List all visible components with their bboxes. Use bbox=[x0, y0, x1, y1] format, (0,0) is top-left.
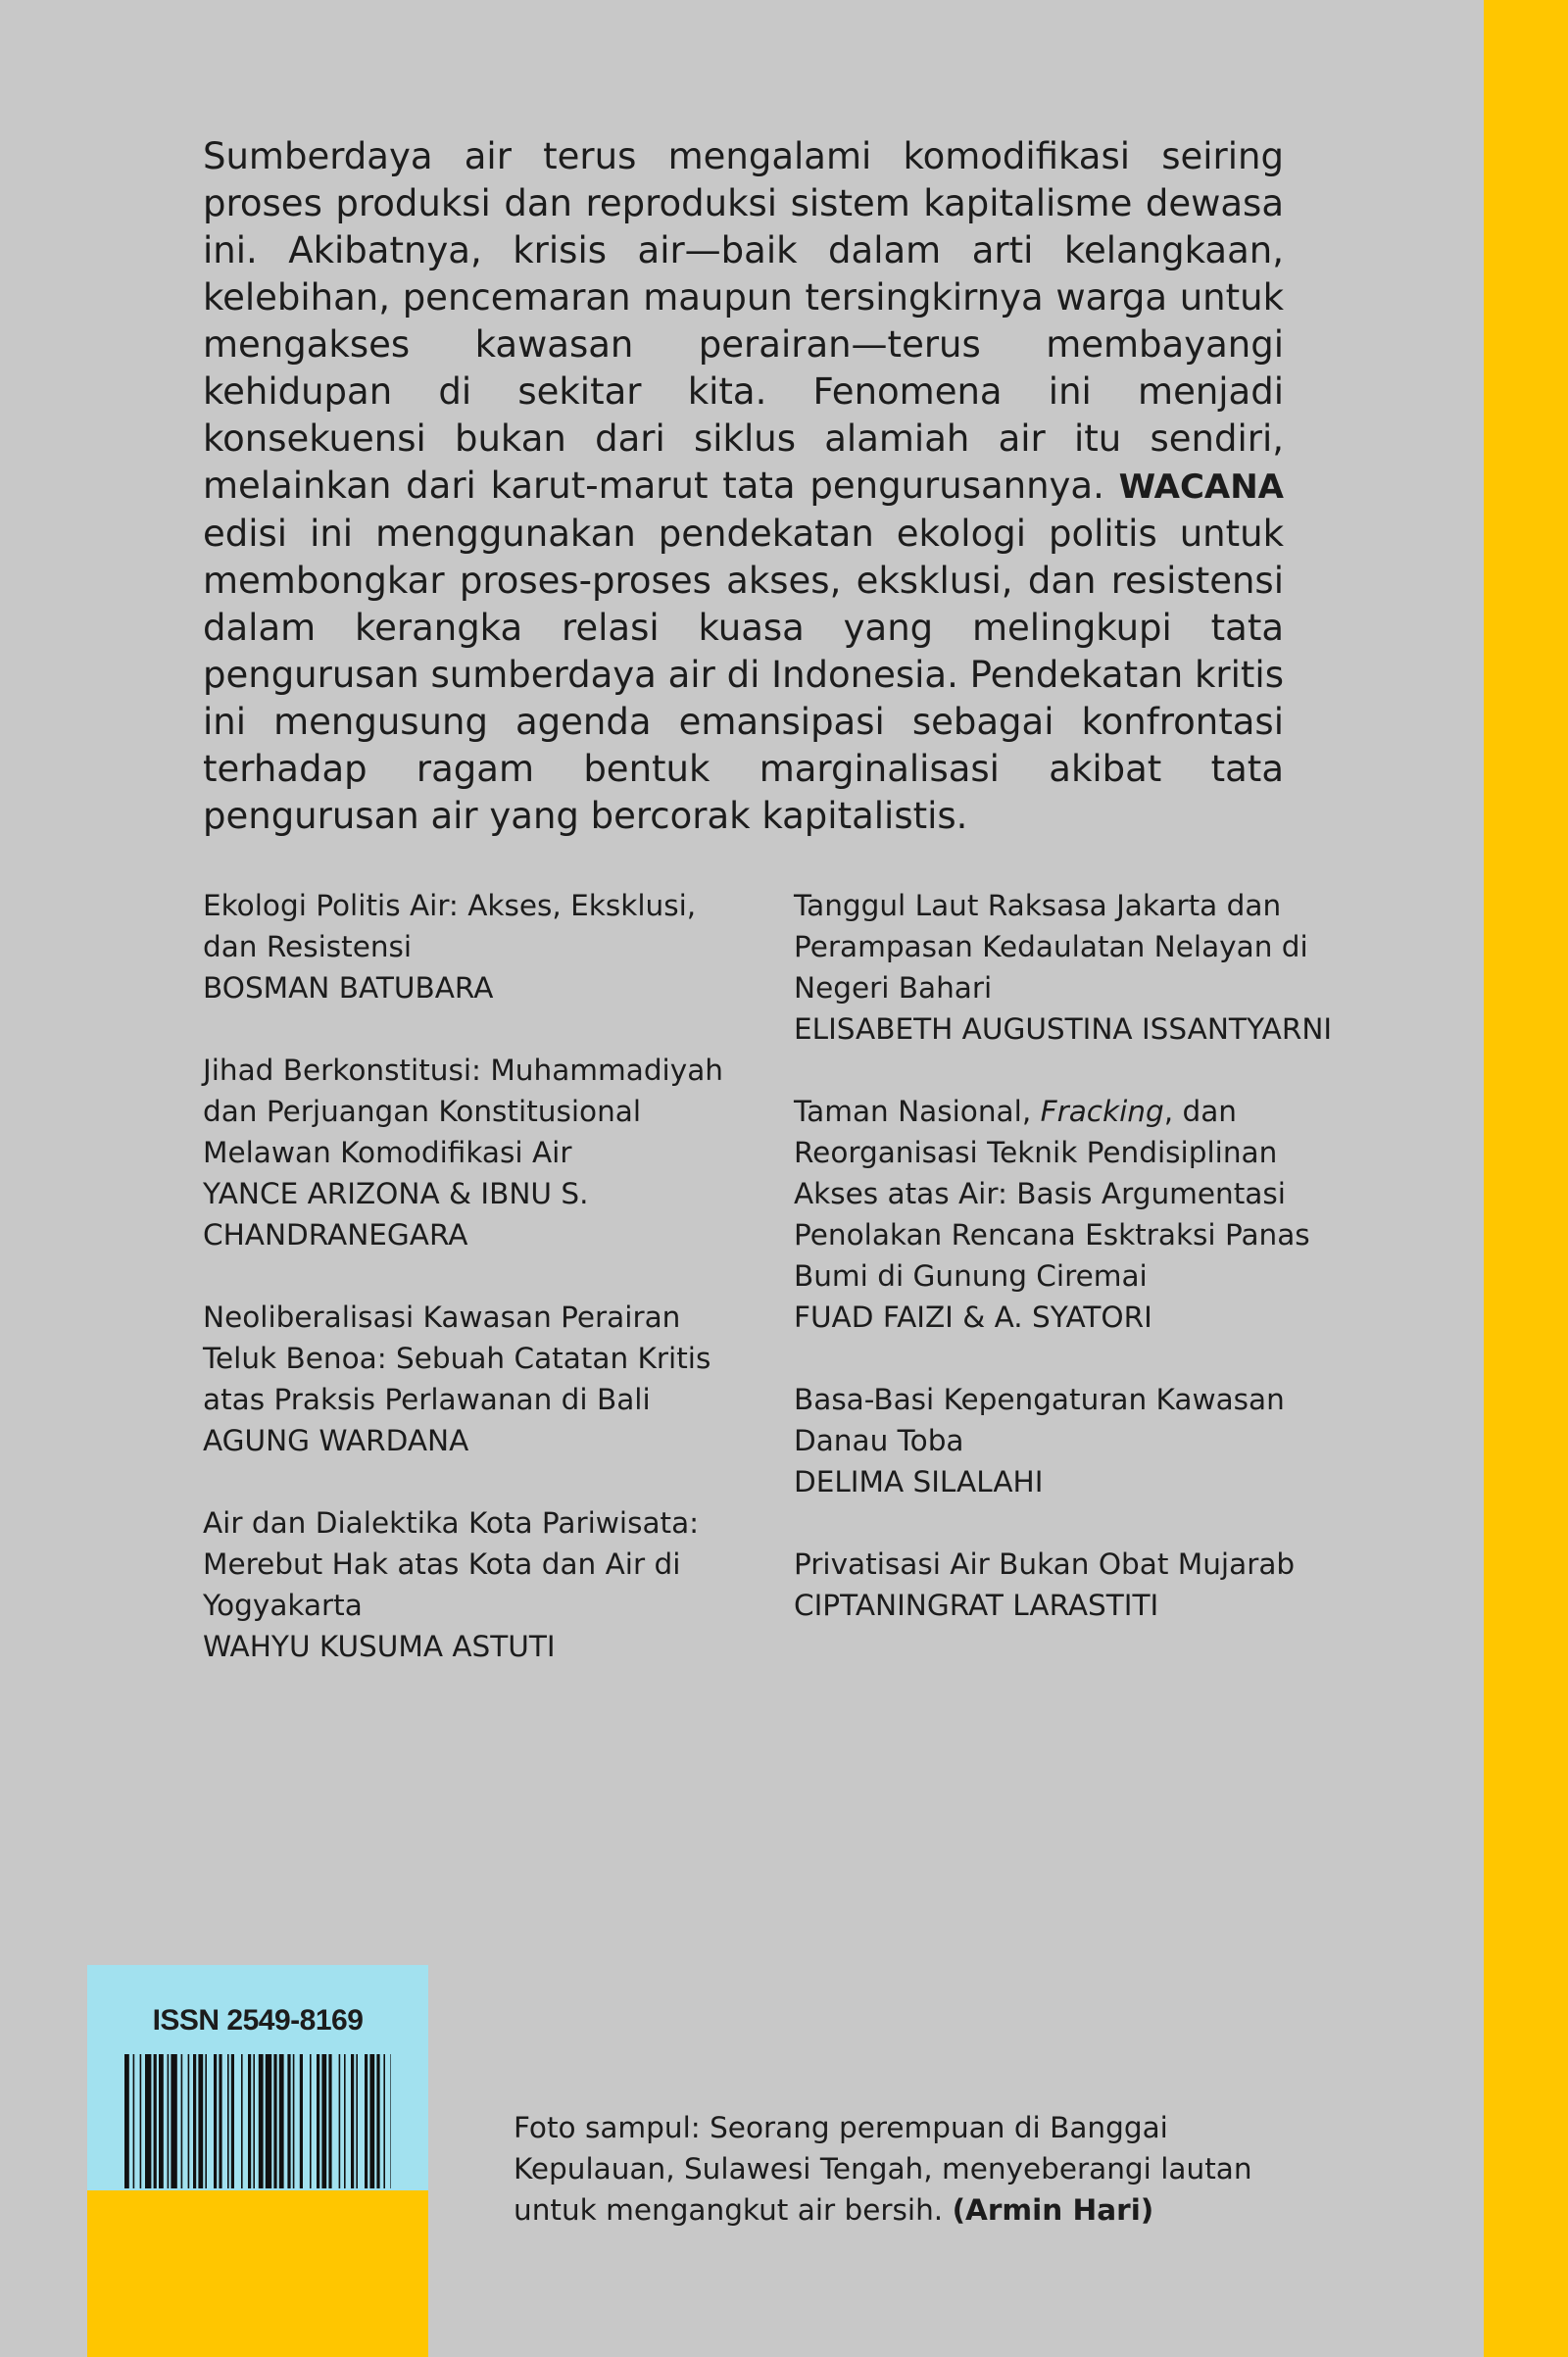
article-title bbox=[794, 1091, 1343, 1297]
article-title: Air dan Dialektika Kota Pariwisata: Merebut Hak atas Kota dan Air di Yogyakarta bbox=[203, 1506, 700, 1622]
toc-entry bbox=[203, 1502, 752, 1667]
toc-entry bbox=[203, 1297, 752, 1461]
title-italic-part: Fracking bbox=[1040, 1095, 1164, 1128]
article-title: Privatisasi Air Bukan Obat Mujarab bbox=[794, 1547, 1296, 1581]
article-author: BOSMAN BATUBARA bbox=[203, 971, 494, 1005]
toc-entry bbox=[203, 885, 752, 1008]
article-author: CIPTANINGRAT LARASTITI bbox=[794, 1589, 1159, 1622]
brand-name: WACANA bbox=[1118, 467, 1284, 507]
caption-text: Foto sampul: Seorang perempuan di Banggai Kepulauan, Sulawesi Tengah, menyeberangi lautan untuk mengangkut air bersih. bbox=[514, 2111, 1252, 2227]
yellow-corner-block bbox=[87, 2190, 428, 2357]
contents-right-column bbox=[794, 885, 1343, 1667]
article-title: Tanggul Laut Raksasa Jakarta dan Perampasan Kedaulatan Nelayan di Negeri Bahari bbox=[794, 889, 1308, 1005]
toc-entry bbox=[794, 1379, 1343, 1502]
title-part: , dan Reorganisasi Teknik Pendisiplinan Akses atas Air: Basis Argumentasi Penolakan Rencana Esktraksi Panas Bumi di Gunung Ciremai bbox=[794, 1095, 1310, 1293]
article-author: YANCE ARIZONA & IBNU S. CHANDRANEGARA bbox=[203, 1177, 589, 1252]
yellow-spine-strip bbox=[1484, 0, 1568, 2357]
article-title: Jihad Berkonstitusi: Muhammadiyah dan Perjuangan Konstitusional Melawan Komodifikasi Air bbox=[203, 1054, 723, 1169]
toc-entry bbox=[794, 1091, 1343, 1338]
contents-left-column bbox=[203, 885, 752, 1708]
article-author: WAHYU KUSUMA ASTUTI bbox=[203, 1630, 556, 1663]
title-part: Taman Nasional, bbox=[794, 1095, 1032, 1128]
photo-credit: (Armin Hari) bbox=[952, 2193, 1154, 2227]
article-title: Basa-Basi Kepengaturan Kawasan Danau Toba bbox=[794, 1383, 1285, 1457]
issn-barcode-box bbox=[87, 1965, 428, 2190]
article-author: ELISABETH AUGUSTINA ISSANTYARNI bbox=[794, 1012, 1333, 1046]
issn-label: ISSN 2549-8169 bbox=[152, 2004, 364, 2037]
article-author: AGUNG WARDANA bbox=[203, 1424, 469, 1457]
article-author: FUAD FAIZI & A. SYATORI bbox=[794, 1301, 1152, 1334]
toc-entry bbox=[794, 885, 1343, 1050]
barcode-icon bbox=[124, 2054, 391, 2188]
toc-entry bbox=[794, 1544, 1343, 1626]
article-title: Neoliberalisasi Kawasan Perairan Teluk Benoa: Sebuah Catatan Kritis atas Praksis Perlawanan di Bali bbox=[203, 1301, 711, 1416]
back-cover-blurb bbox=[203, 133, 1284, 840]
blurb-text-part1: Sumberdaya air terus mengalami komodifikasi seiring proses produksi dan reproduksi sistem kapitalisme dewasa ini. Akibatnya, krisis air—baik dalam arti kelangkaan, kelebihan, pencemaran maupun tersingkirnya warga untuk mengakses kawasan perairan—terus membayangi kehidupan di sekitar kita. Fenomena ini menjadi konsekuensi bukan dari siklus alamiah air itu sendiri, melainkan dari karut-marut tata pengurusannya. bbox=[203, 135, 1284, 507]
cover-photo-caption bbox=[514, 2107, 1298, 2231]
article-author: DELIMA SILALAHI bbox=[794, 1465, 1044, 1498]
article-title: Ekologi Politis Air: Akses, Eksklusi, dan Resistensi bbox=[203, 889, 697, 963]
toc-entry bbox=[203, 1050, 752, 1255]
blurb-text-part2: edisi ini menggunakan pendekatan ekologi politis untuk membongkar proses-proses akses, eksklusi, dan resistensi dalam kerangka relasi kuasa yang melingkupi tata pengurusan sumberdaya air di Indonesia. Pendekatan kritis ini mengusung agenda emansipasi sebagai konfrontasi terhadap ragam bentuk marginalisasi akibat tata pengurusan air yang bercorak kapitalistis. bbox=[203, 513, 1284, 837]
